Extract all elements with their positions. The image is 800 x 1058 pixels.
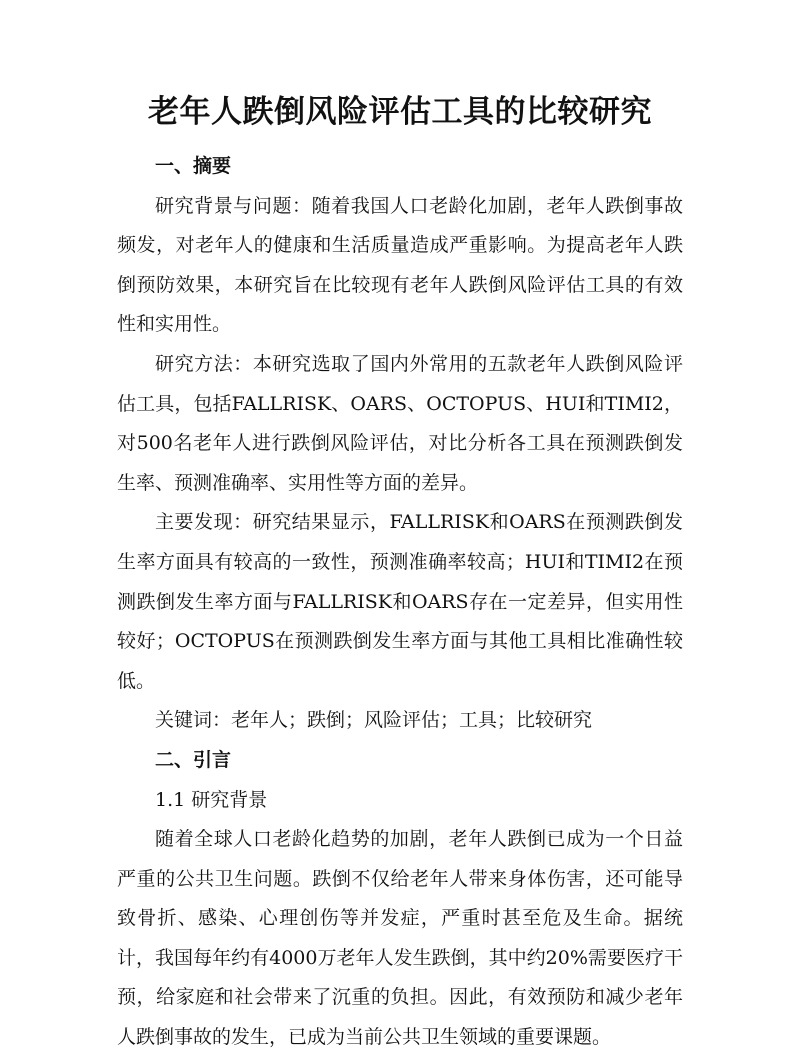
introduction-heading: 二、引言 xyxy=(155,748,232,771)
abstract-background-paragraph: 研究背景与问题：随着我国人口老龄化加剧，老年人跌倒事故频发，对老年人的健康和生活质量造成严重影响。为提高老年人跌倒预防效果，本研究旨在比较现有老年人跌倒风险评估工具的有效性和实用性。 xyxy=(117,194,683,336)
research-background-subheading: 1.1 研究背景 xyxy=(155,788,268,811)
abstract-methods-paragraph: 研究方法：本研究选取了国内外常用的五款老年人跌倒风险评估工具，包括FALLRISK、OARS、OCTOPUS、HUI和TIMI2，对500名老年人进行跌倒风险评估，对比分析各工具在预测跌倒发生率、预测准确率、实用性等方面的差异。 xyxy=(117,352,683,494)
document-body xyxy=(117,147,683,1058)
abstract-heading: 一、摘要 xyxy=(155,155,232,177)
document-title: 老年人跌倒风险评估工具的比较研究 xyxy=(148,94,652,130)
abstract-findings-paragraph: 主要发现：研究结果显示，FALLRISK和OARS在预测跌倒发生率方面具有较高的一致性，预测准确率较高；HUI和TIMI2在预测跌倒发生率方面与FALLRISK和OARS存在一定差异，但实用性较好；OCTOPUS在预测跌倒发生率方面与其他工具相比准确性较低。 xyxy=(117,511,683,692)
introduction-body-paragraph: 随着全球人口老龄化趋势的加剧，老年人跌倒已成为一个日益严重的公共卫生问题。跌倒不仅给老年人带来身体伤害，还可能导致骨折、感染、心理创伤等并发症，严重时甚至危及生命。据统计，我国每年约有4000万老年人发生跌倒，其中约20%需要医疗干预，给家庭和社会带来了沉重的负担。因此，有效预防和减少老年人跌倒事故的发生，已成为当前公共卫生领域的重要课题。 xyxy=(117,828,683,1049)
keywords-line: 关键词：老年人；跌倒；风险评估；工具；比较研究 xyxy=(155,709,593,732)
